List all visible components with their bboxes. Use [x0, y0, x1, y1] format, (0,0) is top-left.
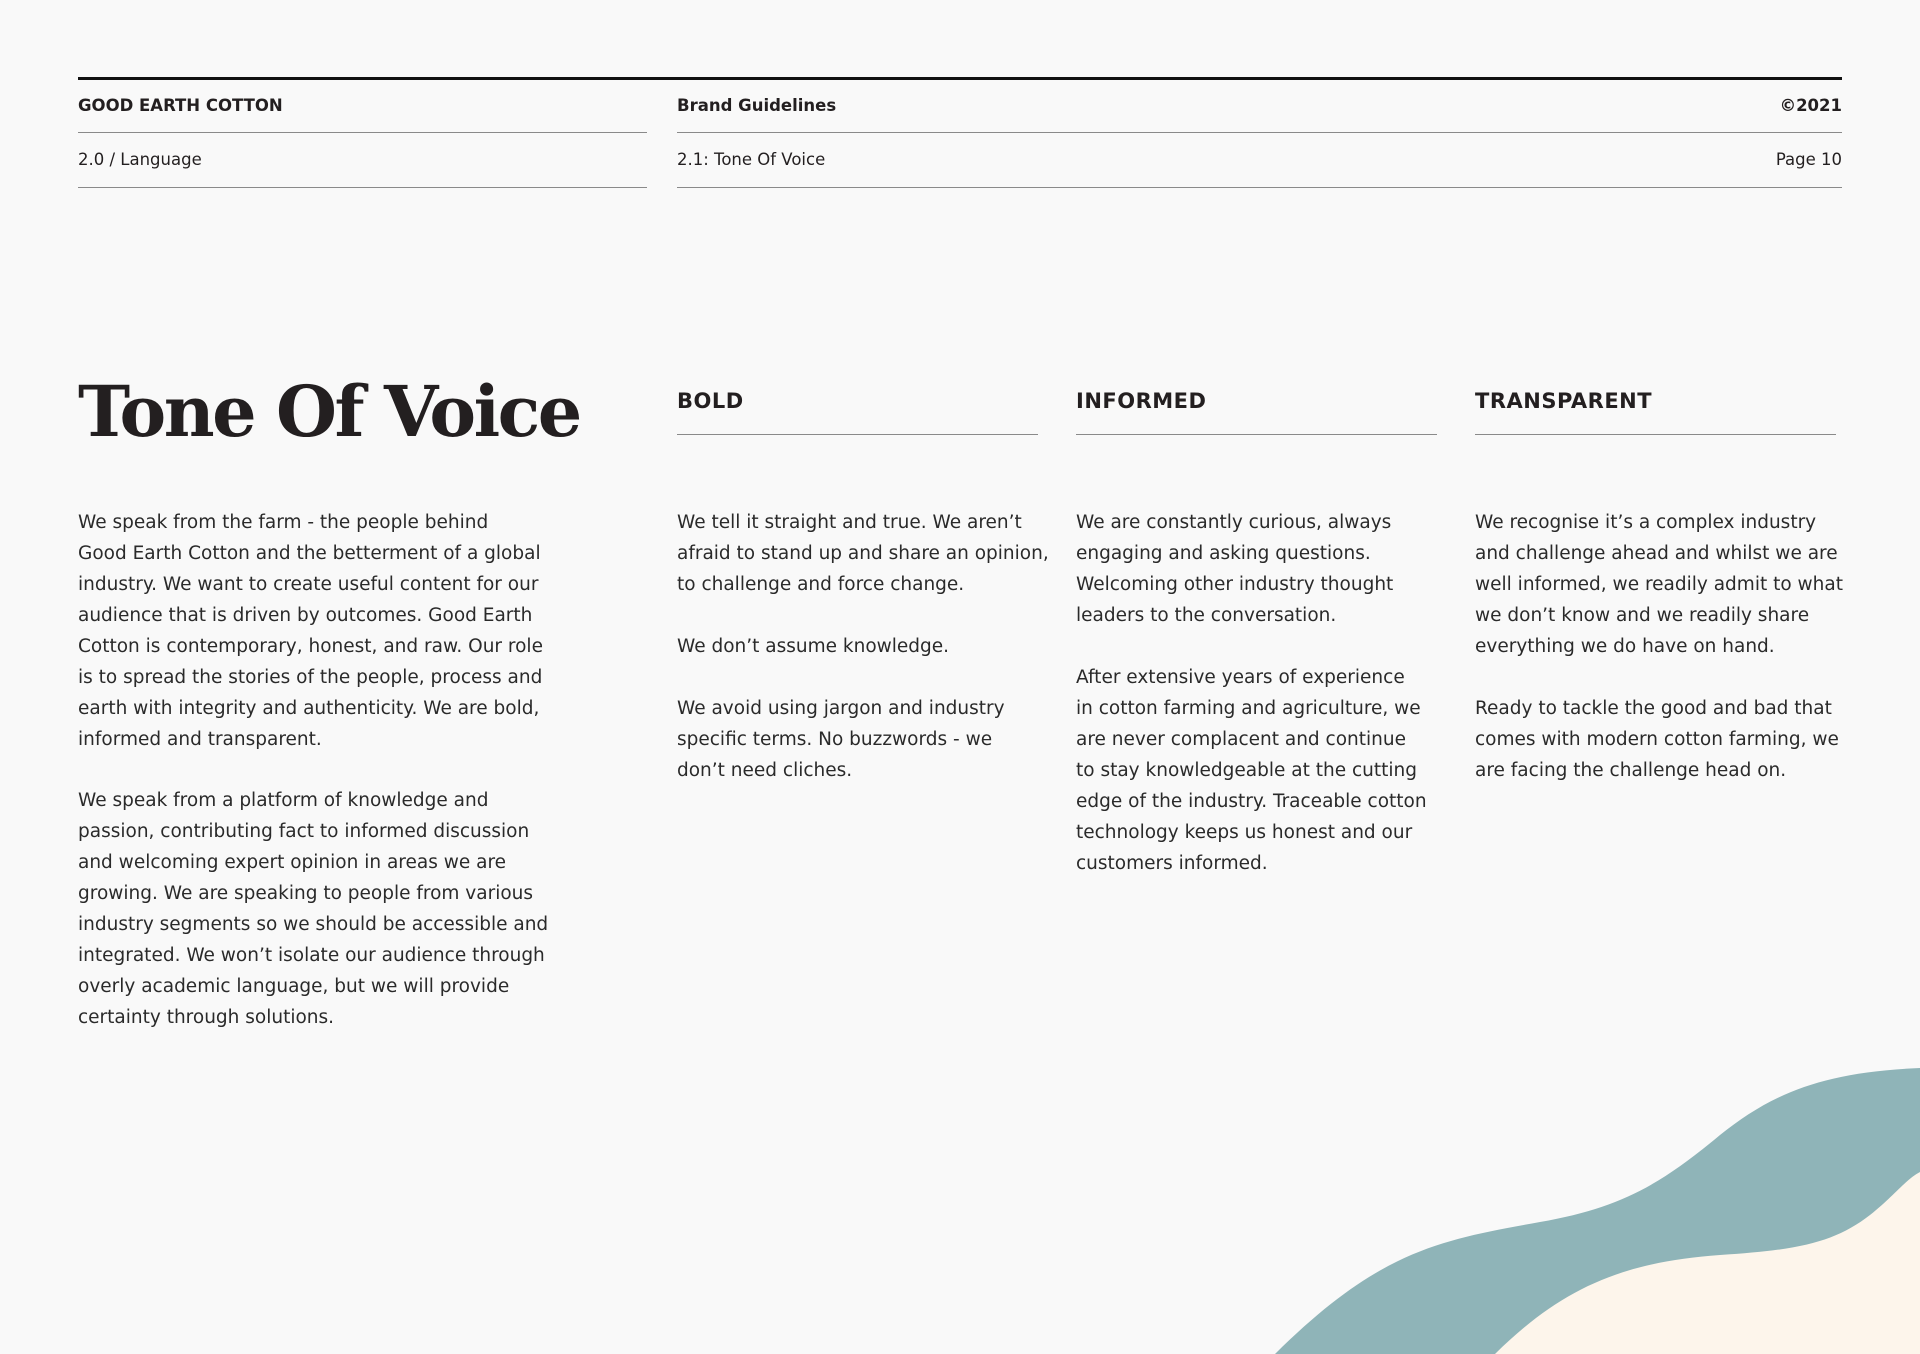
column-heading-transparent: TRANSPARENT — [1475, 389, 1653, 413]
transparent-paragraph: We recognise it’s a complex industry and challenge ahead and whilst we are well informed, we readily admit to what we don’t know and we readily share everything we do have on hand. — [1475, 512, 1843, 657]
bold-paragraph: We avoid using jargon and industry specific terms. No buzzwords - we don’t need cliches. — [677, 698, 1005, 781]
column-heading-bold: BOLD — [677, 389, 744, 413]
header-divider — [677, 187, 1842, 188]
page-number: Page 10 — [1775, 150, 1842, 169]
document-title: Brand Guidelines — [677, 96, 837, 115]
header-top-rule — [78, 77, 1842, 80]
bold-paragraph: We don’t assume knowledge. — [677, 636, 950, 657]
section-label: 2.0 / Language — [78, 150, 202, 169]
copyright-year: ©2021 — [1779, 96, 1842, 115]
subsection-label: 2.1: Tone Of Voice — [677, 150, 826, 169]
header-divider — [677, 132, 1842, 133]
bold-paragraph: We tell it straight and true. We aren’t afraid to stand up and share an opinion, to challenge and force change. — [677, 512, 1049, 595]
intro-paragraph: We speak from a platform of knowledge and passion, contributing fact to informed discussion and welcoming expert opinion in areas we are growing. We are speaking to people from various industry segments so we should be accessible and integrated. We won’t isolate our audience through overly academic language, but we will provide certainty through solutions. — [78, 790, 549, 1028]
brand-name: GOOD EARTH COTTON — [78, 96, 283, 115]
header-divider — [78, 132, 647, 133]
intro-paragraph: We speak from the farm - the people behind Good Earth Cotton and the betterment of a global industry. We want to create useful content for our audience that is driven by outcomes. Good Earth Cotton is contemporary, honest, and raw. Our role is to spread the stories of the people, process and earth with integrity and authenticity. We are bold, informed and transparent. — [78, 512, 543, 750]
column-heading-informed: INFORMED — [1076, 389, 1207, 413]
header-divider — [78, 187, 647, 188]
column-divider — [1475, 434, 1836, 435]
transparent-paragraph: Ready to tackle the good and bad that comes with modern cotton farming, we are facing the challenge head on. — [1475, 698, 1839, 781]
informed-paragraph: After extensive years of experience in cotton farming and agriculture, we are never complacent and continue to stay knowledgeable at the cutting edge of the industry. Traceable cotton technology keeps us honest and our customers informed. — [1076, 667, 1427, 874]
column-divider — [677, 434, 1038, 435]
informed-paragraph: We are constantly curious, always engaging and asking questions. Welcoming other industry thought leaders to the conversation. — [1076, 512, 1394, 626]
column-divider — [1076, 434, 1437, 435]
page-title: Tone Of Voice — [78, 370, 580, 453]
